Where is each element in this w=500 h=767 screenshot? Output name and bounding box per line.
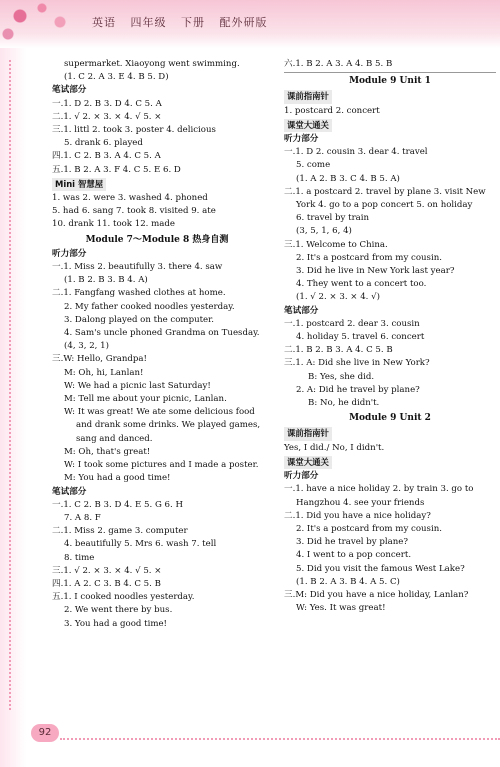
answer-line: 3. Did he travel by plane?: [296, 537, 408, 548]
section-heading: 笔试部分: [284, 305, 319, 316]
answer-line: 3. You had a good time!: [64, 618, 168, 629]
answer-line: 三.1. √ 2. × 3. × 4. √ 5. ×: [52, 565, 162, 576]
answer-line: M: Oh, hi, Lanlan!: [64, 367, 144, 378]
header-subject: 英语: [92, 16, 116, 29]
section-heading: 笔试部分: [52, 486, 87, 497]
section-heading-boxed: 课前指南针: [284, 90, 332, 103]
answer-line: 1. was 2. were 3. washed 4. phoned: [52, 193, 208, 204]
answer-line: 1. postcard 2. concert: [284, 105, 380, 116]
module-heading: Module 9 Unit 2: [349, 413, 431, 424]
answer-line: 三.W: Hello, Grandpa!: [52, 354, 147, 365]
answer-line: 5. drank 6. played: [64, 138, 143, 149]
answer-line: 二.1. Miss 2. game 3. computer: [52, 526, 188, 537]
answer-line: supermarket. Xiaoyong went swimming.: [64, 59, 240, 69]
footer-dotted-line: [60, 738, 500, 746]
answer-line: 4. holiday 5. travel 6. concert: [296, 332, 425, 343]
section-heading: 听力部分: [284, 471, 319, 482]
answer-line: 8. time: [64, 552, 95, 563]
answer-line: 三.1. Welcome to China.: [284, 239, 388, 250]
answer-line: (1. B 2. A 3. B 4. A 5. C): [296, 576, 400, 587]
answer-line: 一.1. have a nice holiday 2. by train 3. go to: [284, 484, 474, 495]
answer-line: (1. C 2. A 3. E 4. B 5. D): [64, 72, 169, 83]
answer-line: M: Tell me about your picnic, Lanlan.: [64, 394, 227, 405]
answer-line: Yes, I did./ No, I didn't.: [284, 442, 385, 453]
answer-line: York 4. go to a pop concert 5. on holiday: [296, 200, 473, 211]
answer-line: 六.1. B 2. A 3. A 4. B 5. B: [284, 59, 393, 69]
answer-line: 5. had 6. sang 7. took 8. visited 9. ate: [52, 206, 216, 217]
answer-line: Hangzhou 4. see your friends: [296, 497, 425, 508]
answer-line: 2. A: Did he travel by plane?: [296, 384, 420, 395]
answer-line: (3, 5, 1, 6, 4): [296, 226, 352, 237]
page-header: [0, 0, 500, 48]
section-heading-boxed: Mini 智慧屋: [52, 178, 106, 191]
answer-line: 一.1. D 2. cousin 3. dear 4. travel: [284, 147, 428, 158]
answer-line: 四.1. A 2. C 3. B 4. C 5. B: [52, 578, 161, 589]
answer-line: 二.1. B 2. B 3. A 4. C 5. B: [284, 345, 393, 356]
dotted-border: [9, 60, 14, 710]
answer-line: 2. We went there by bus.: [64, 605, 173, 616]
answer-line: 5. come: [296, 160, 331, 171]
answer-line: 四.1. C 2. B 3. A 4. C 5. A: [52, 151, 161, 162]
section-heading-boxed: 课堂大通关: [284, 119, 332, 132]
answer-line: (1. A 2. B 3. C 4. B 5. A): [296, 173, 400, 184]
answer-line: 五.1. I cooked noodles yesterday.: [52, 592, 195, 603]
module-heading: Module 7～Module 8 热身自测: [85, 234, 229, 245]
answer-line: 2. My father cooked noodles yesterday.: [64, 301, 235, 312]
answer-line: (1. B 2. B 3. B 4. A): [64, 275, 148, 286]
answer-line: 二.1. a postcard 2. travel by plane 3. visit New: [284, 186, 486, 197]
answer-line: sang and danced.: [76, 433, 153, 444]
left-column: [52, 58, 262, 631]
header-grade: 四年级: [130, 16, 167, 29]
answer-line: 4. Sam's uncle phoned Grandma on Tuesday.: [64, 328, 260, 339]
section-heading-boxed: 课堂大通关: [284, 456, 332, 469]
answer-line: 五.1. B 2. A 3. F 4. C 5. E 6. D: [52, 164, 181, 175]
answer-line: 三.1. littl 2. took 3. poster 4. delicious: [52, 125, 216, 136]
flower-decoration-icon: [0, 0, 90, 48]
section-heading-boxed: 课前指南针: [284, 427, 332, 440]
answer-line: 二.1. Fangfang washed clothes at home.: [52, 288, 226, 299]
answer-line: M: Oh, that's great!: [64, 446, 151, 457]
answer-line: B: Yes, she did.: [308, 371, 375, 382]
answer-line: 二.1. Did you have a nice holiday?: [284, 510, 431, 521]
answer-line: 2. It's a postcard from my cousin.: [296, 252, 442, 263]
module-heading: Module 9 Unit 1: [349, 76, 431, 87]
answer-line: 7. A 8. F: [64, 512, 101, 523]
answer-line: 三.M: Did you have a nice holiday, Lanlan?: [284, 589, 469, 600]
answer-line: 4. They went to a concert too.: [296, 279, 427, 290]
section-heading: 听力部分: [52, 248, 87, 259]
header-edition: 配外研版: [219, 16, 268, 29]
page-number: 92: [31, 724, 59, 742]
answer-line: 4. beautifully 5. Mrs 6. wash 7. tell: [64, 539, 217, 550]
right-column: [284, 58, 496, 615]
answer-line: 3. Dalong played on the computer.: [64, 314, 215, 325]
section-heading: 笔试部分: [52, 85, 87, 96]
answer-line: W: It was great! We ate some delicious food: [64, 407, 255, 418]
answer-line: and drank some drinks. We played games,: [76, 420, 261, 431]
answer-line: 一.1. postcard 2. dear 3. cousin: [284, 318, 420, 329]
answer-line: W: I took some pictures and I made a poster.: [64, 460, 259, 471]
answer-line: M: You had a good time!: [64, 473, 171, 484]
answer-line: 4. I went to a pop concert.: [296, 550, 412, 561]
answer-line: 二.1. √ 2. × 3. × 4. √ 5. ×: [52, 111, 162, 122]
answer-line: 一.1. Miss 2. beautifully 3. there 4. saw: [52, 262, 223, 273]
answer-line: 三.1. A: Did she live in New York?: [284, 358, 430, 369]
answer-line: (4, 3, 2, 1): [64, 341, 109, 352]
answer-line: 10. drank 11. took 12. made: [52, 219, 176, 230]
answer-line: W: Yes. It was great!: [296, 603, 386, 614]
divider: [284, 72, 496, 73]
answer-line: (1. √ 2. × 3. × 4. √): [296, 292, 380, 303]
section-heading: 听力部分: [284, 134, 319, 145]
answer-line: 3. Did he live in New York last year?: [296, 266, 455, 277]
answer-line: B: No, he didn't.: [308, 398, 380, 409]
header-title: [92, 14, 278, 30]
answer-line: 2. It's a postcard from my cousin.: [296, 523, 442, 534]
answer-line: 5. Did you visit the famous West Lake?: [296, 563, 465, 574]
answer-line: 6. travel by train: [296, 213, 370, 224]
header-term: 下册: [181, 16, 205, 29]
answer-line: 一.1. D 2. B 3. D 4. C 5. A: [52, 98, 162, 109]
answer-line: 一.1. C 2. B 3. D 4. E 5. G 6. H: [52, 499, 183, 510]
answer-line: W: We had a picnic last Saturday!: [64, 380, 211, 391]
